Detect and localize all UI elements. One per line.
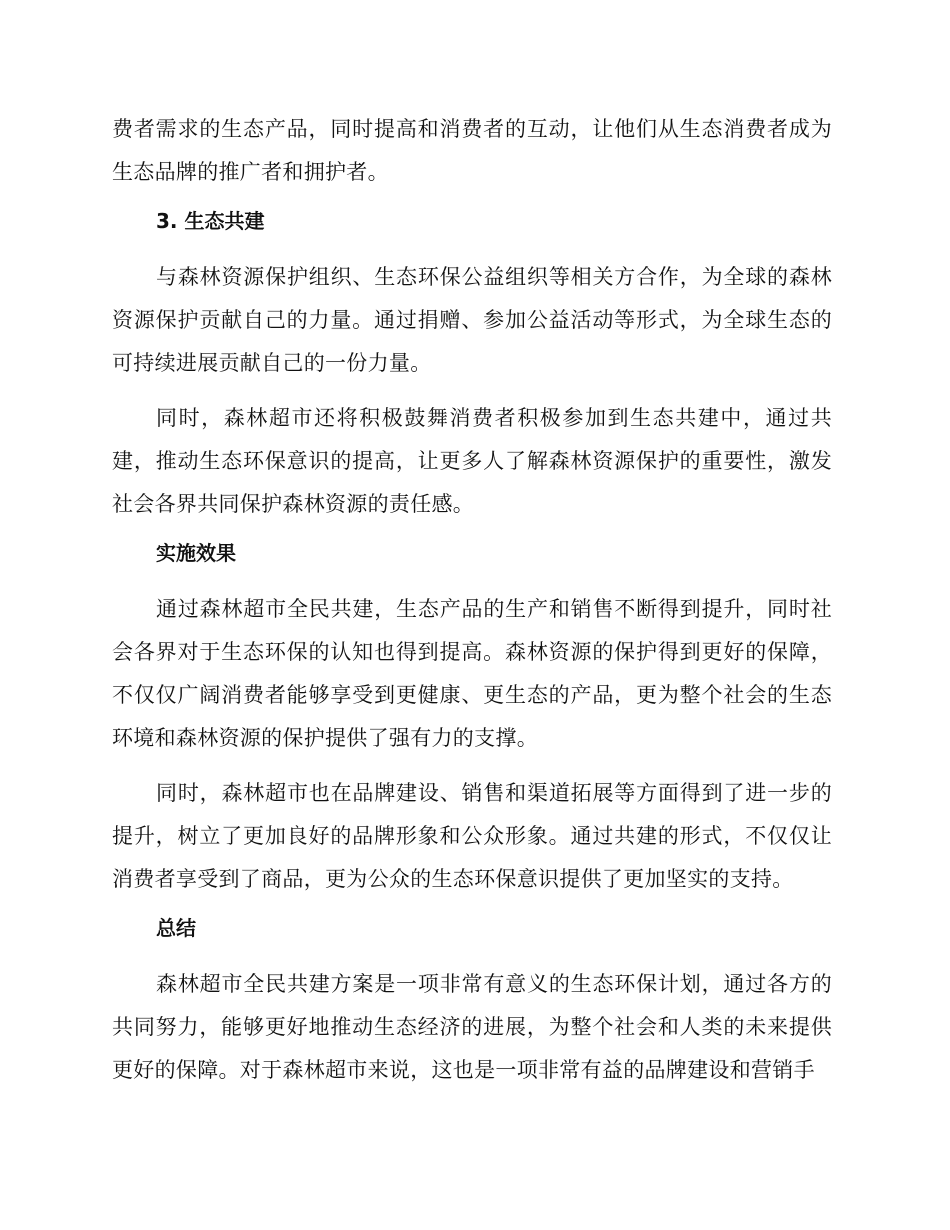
section-heading-summary: 总结 — [156, 916, 196, 940]
section-heading-results: 实施效果 — [156, 541, 236, 565]
paragraph-eco-cobuild-1: 与森林资源保护组织、生态环保公益组织等相关方合作，为全球的森林资源保护贡献自己的力量。通过捐赠、参加公益活动等形式，为全球生态的可持续进展贡献自己的一份力量。 — [112, 265, 832, 375]
paragraph-summary: 森林超市全民共建方案是一项非常有意义的生态环保计划，通过各方的共同努力，能够更好地推动生态经济的进展，为整个社会和人类的未来提供更好的保障。对于森林超市来说，这也是一项非常有益的品牌建设和营销手 — [112, 972, 832, 1082]
paragraph-eco-cobuild-2: 同时，森林超市还将积极鼓舞消费者积极参加到生态共建中，通过共建，推动生态环保意识的提高，让更多人了解森林资源保护的重要性，激发社会各界共同保护森林资源的责任感。 — [112, 406, 832, 516]
paragraph-results-1: 通过森林超市全民共建，生态产品的生产和销售不断得到提升，同时社会各界对于生态环保的认知也得到提高。森林资源的保护得到更好的保障，不仅仅广阔消费者能够享受到更健康、更生态的产品，更为整个社会的生态环境和森林资源的保护提供了强有力的支撑。 — [112, 597, 832, 750]
paragraph-results-2: 同时，森林超市也在品牌建设、销售和渠道拓展等方面得到了进一步的提升，树立了更加良好的品牌形象和公众形象。通过共建的形式，不仅仅让消费者享受到了商品，更为公众的生态环保意识提供了更加坚实的支持。 — [112, 781, 832, 891]
paragraph-intro-continuation: 费者需求的生态产品，同时提高和消费者的互动，让他们从生态消费者成为生态品牌的推广者和拥护者。 — [112, 117, 832, 184]
document-page — [112, 108, 832, 1104]
section-heading-eco-cobuild: 3. 生态共建 — [156, 209, 265, 233]
